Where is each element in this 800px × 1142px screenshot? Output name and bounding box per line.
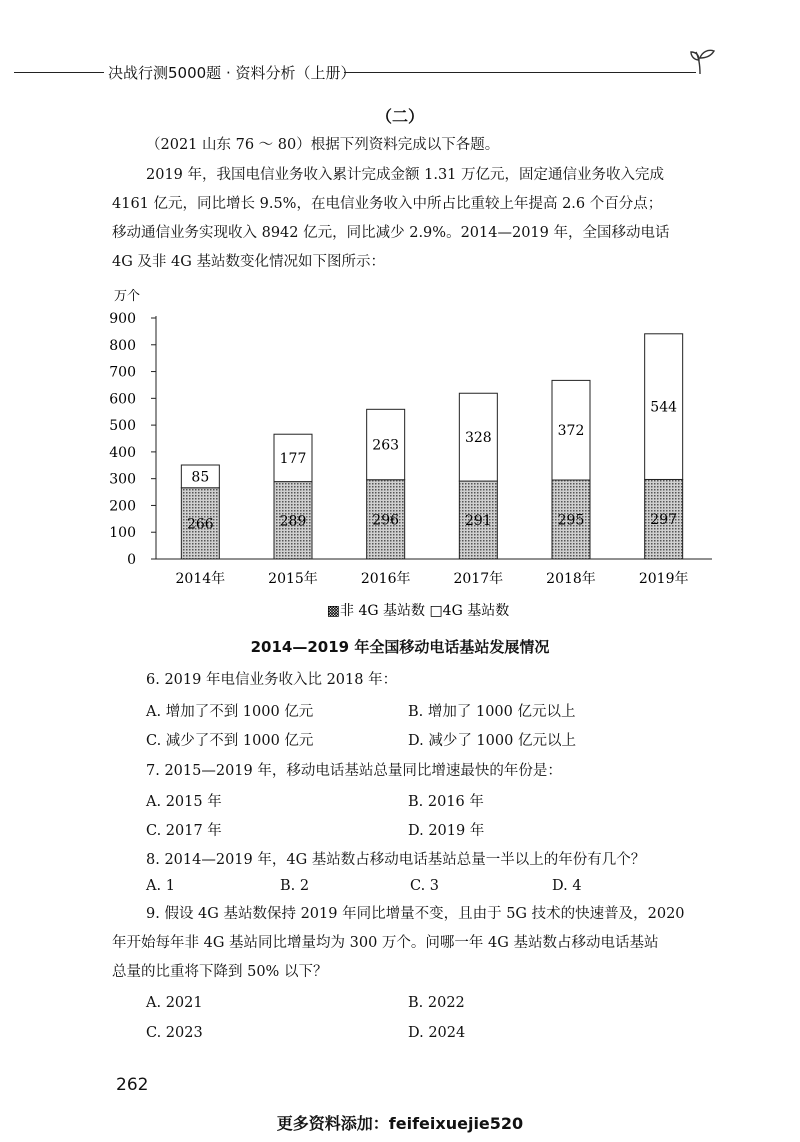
q6-option-b[interactable]: B. 增加了 1000 亿元以上 (408, 704, 576, 720)
q7-option-d[interactable]: D. 2019 年 (408, 823, 485, 839)
data-label-non-4g: 296 (372, 512, 400, 529)
data-label-non-4g: 291 (464, 513, 492, 530)
q6-option-d[interactable]: D. 减少了 1000 亿元以上 (408, 733, 576, 749)
q8-option-c[interactable]: C. 3 (410, 878, 440, 894)
q8-option-d[interactable]: D. 4 (552, 878, 582, 894)
y-tick-label: 500 (109, 418, 136, 435)
paragraph-line: 4161 亿元，同比增长 9.5%，在电信业务收入中所占比重较上年提高 2.6 个百分点； (112, 196, 663, 212)
data-label-non-4g: 297 (650, 512, 678, 529)
data-label-4g: 177 (279, 450, 307, 467)
x-tick-label: 2015年 (268, 571, 318, 587)
q7-option-b[interactable]: B. 2016 年 (408, 794, 484, 810)
paragraph-line: 移动通信业务实现收入 8942 亿元，同比减少 2.9%。2014—2019 年，全国移动电话 (112, 225, 670, 241)
header-rule-left (14, 72, 104, 73)
x-tick-label: 2019年 (638, 571, 689, 587)
footer-note: 更多资料添加：feifeixuejie520 (276, 1114, 524, 1133)
q9-option-d[interactable]: D. 2024 (408, 1025, 466, 1041)
question-6-stem: 6. 2019 年电信业务收入比 2018 年： (146, 672, 398, 688)
paragraph-line: 4G 及非 4G 基站数变化情况如下图所示： (112, 254, 385, 270)
question-7-stem: 7. 2015—2019 年，移动电话基站总量同比增速最快的年份是： (146, 763, 562, 779)
book-title: 决战行测5000题 · 资料分析（上册） (108, 64, 356, 82)
data-label-4g: 85 (191, 469, 210, 486)
y-tick-label: 300 (109, 471, 136, 488)
data-label-non-4g: 289 (279, 513, 307, 530)
y-tick-label: 200 (109, 498, 136, 515)
chart-legend: ▩非 4G 基站数 □4G 基站数 (326, 603, 510, 619)
q8-option-a[interactable]: A. 1 (146, 878, 175, 894)
y-tick-label: 900 (109, 311, 136, 327)
leaf-ornament-icon (690, 46, 720, 74)
y-unit-label: 万个 (114, 289, 141, 304)
question-8-stem: 8. 2014—2019 年，4G 基站数占移动电话基站总量一半以上的年份有几个？ (146, 852, 646, 868)
x-tick-label: 2014年 (175, 571, 226, 587)
question-9-stem (112, 900, 712, 987)
q7-option-a[interactable]: A. 2015 年 (146, 794, 222, 810)
q9-option-c[interactable]: C. 2023 (146, 1025, 203, 1041)
chart-title: 2014—2019 年全国移动电话基站发展情况 (250, 638, 550, 656)
data-label-4g: 372 (557, 423, 585, 440)
q6-option-c[interactable]: C. 减少了不到 1000 亿元 (146, 733, 314, 749)
y-tick-label: 700 (109, 364, 136, 381)
chart-canvas (108, 282, 728, 622)
header-rule-right (344, 72, 696, 73)
running-header (0, 52, 800, 92)
q6-option-a[interactable]: A. 增加了不到 1000 亿元 (146, 704, 314, 720)
y-tick-label: 600 (109, 391, 136, 408)
q8-option-b[interactable]: B. 2 (280, 878, 310, 894)
data-label-non-4g: 295 (557, 512, 585, 529)
x-tick-label: 2017年 (453, 571, 504, 587)
data-label-4g: 328 (464, 430, 492, 447)
data-label-4g: 263 (372, 437, 400, 454)
source-line: （2021 山东 76 ～ 80）根据下列资料完成以下各题。 (146, 137, 500, 153)
x-tick-label: 2018年 (546, 571, 596, 587)
stem-line: 年开始每年非 4G 基站同比增量均为 300 万个。问哪一年 4G 基站数占移动电话基站 (112, 935, 659, 951)
x-tick-label: 2016年 (360, 571, 411, 587)
data-label-4g: 544 (650, 399, 678, 416)
stem-line: 9. 假设 4G 基站数保持 2019 年同比增量不变，且由于 5G 技术的快速普及，2020 (146, 906, 685, 922)
q9-option-a[interactable]: A. 2021 (146, 995, 203, 1011)
y-tick-label: 0 (127, 552, 136, 568)
data-label-non-4g: 266 (186, 516, 214, 533)
y-tick-label: 400 (109, 444, 136, 461)
page-number: 262 (116, 1075, 149, 1095)
section-title: （二） (375, 107, 424, 126)
paragraph-line: 2019 年，我国电信业务收入累计完成金额 1.31 万亿元，固定通信业务收入完成 (146, 167, 665, 183)
y-tick-label: 100 (109, 525, 136, 542)
base-station-chart (108, 282, 728, 622)
stem-line: 总量的比重将下降到 50% 以下？ (112, 964, 328, 980)
y-tick-label: 800 (109, 337, 136, 354)
material-paragraph (112, 161, 712, 277)
q9-option-b[interactable]: B. 2022 (408, 995, 465, 1011)
q7-option-c[interactable]: C. 2017 年 (146, 823, 222, 839)
